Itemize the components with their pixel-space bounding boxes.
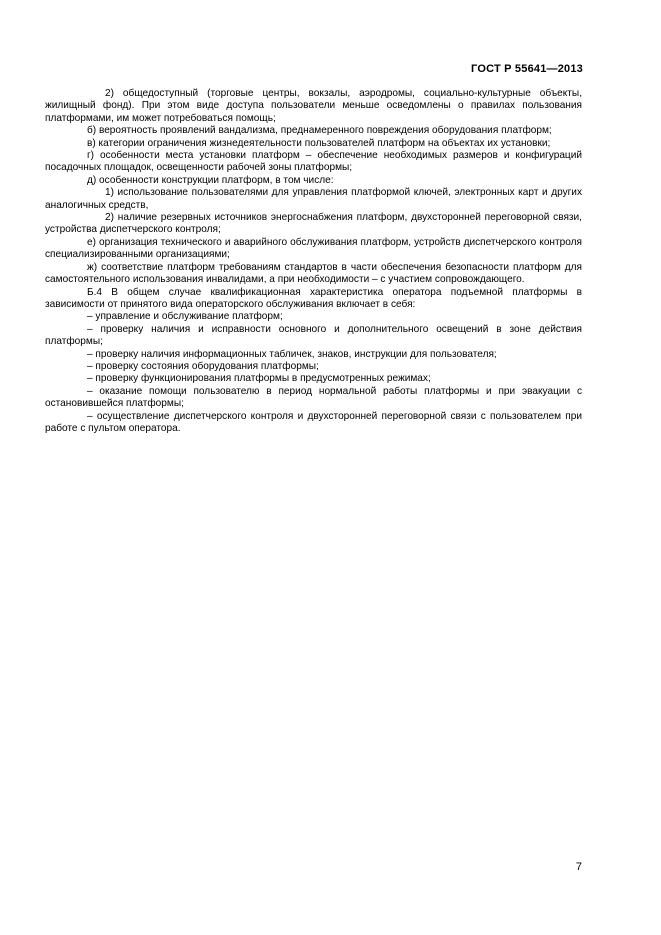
- paragraph-user-categories: в) категории ограничения жизнедеятельности пользователей платформ на объектах их установки;: [87, 137, 551, 149]
- page-number: 7: [575, 861, 582, 873]
- paragraph-standards-compliance: ж) соответствие платформ требованиям стандартов в части обеспечения безопасности платформ для самостоятельного использования инвалидами, а при необходимости – с участием сопровождающего.: [45, 261, 582, 286]
- paragraph-vandalism: б) вероятность проявлений вандализма, преднамеренного повреждения оборудования платформ;: [87, 125, 552, 137]
- list-item-dispatch-control: – осуществление диспетчерского контроля и двухсторонней переговорной связи с пользователем при работе с пультом оператора.: [45, 410, 582, 434]
- paragraph-installation-site: г) особенности места установки платформ – обеспечение необходимых размеров и конфигураций посадочных площадок, освещенности рабочей зоны платформы;: [45, 150, 582, 174]
- list-item-user-assistance: – оказание помощи пользователю в период нормальной работы платформы и при эвакуации с остановившейся платформы;: [45, 385, 582, 410]
- paragraph-maintenance: е) организация технического и аварийного обслуживания платформ, устройств диспетчерского контроля специализированными организациями;: [45, 236, 582, 261]
- list-item-lighting-check: – проверку наличия и исправности основного и дополнительного освещений в зоне действия платформы;: [45, 323, 582, 348]
- paragraph-access-type-public: 2) общедоступный (торговые центры, вокзалы, аэродромы, социально-культурные объекты, жилищный фонд). При этом виде доступа пользователи меньше осведомлены о правилах пользования платформами, им может потребоваться помощь;: [45, 88, 582, 124]
- document-body: [45, 88, 582, 435]
- paragraph-b4-operator: Б.4 В общем случае квалификационная характеристика оператора подъемной платформы в зависимости от принятого вида операторского обслуживания включает в себя:: [45, 286, 582, 310]
- list-item-equipment-check: – проверку состояния оборудования платформы;: [87, 360, 319, 372]
- paragraph-backup-power: 2) наличие резервных источников энергоснабжения платформ, двухсторонней переговорной связи, устройства диспетчерского контроля;: [45, 212, 582, 236]
- list-item-control: – управление и обслуживание платформ;: [87, 311, 283, 323]
- paragraph-design-features: д) особенности конструкции платформ, в том числе:: [87, 174, 334, 186]
- paragraph-control-means: 1) использование пользователями для управления платформой ключей, электронных карт и других аналогичных средств,: [45, 187, 582, 211]
- list-item-signs-check: – проверку наличия информационных табличек, знаков, инструкции для пользователя;: [87, 348, 497, 360]
- document-code: ГОСТ Р 55641—2013: [471, 63, 583, 75]
- list-item-function-check: – проверку функционирования платформы в предусмотренных режимах;: [87, 373, 431, 385]
